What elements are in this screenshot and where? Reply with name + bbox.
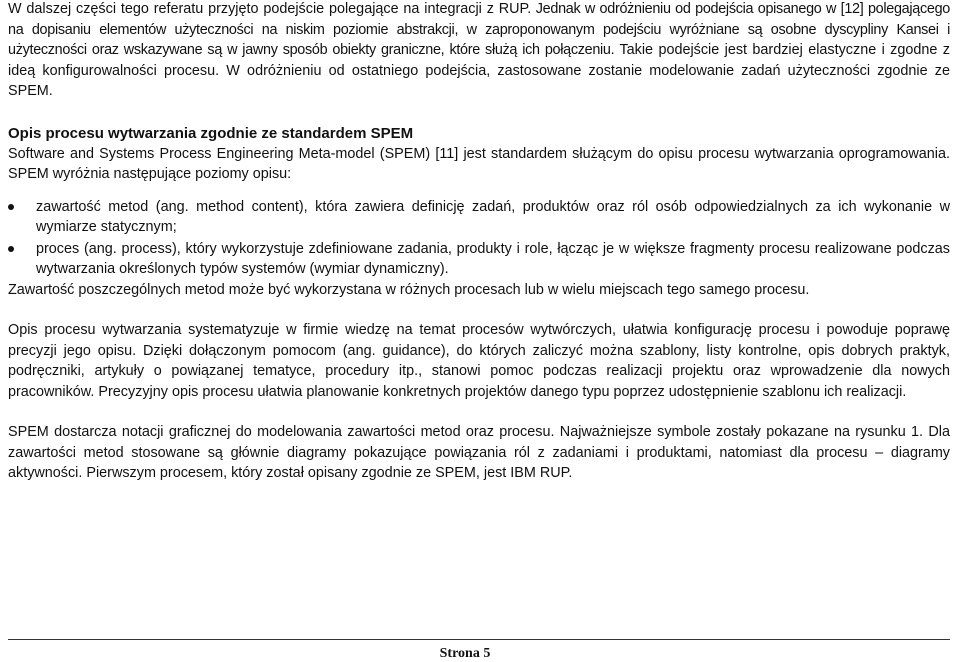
page-number: Strona 5 [439,646,491,661]
spem-notation-paragraph: SPEM dostarcza notacji graficznej do modelowania zawartości metod oraz procesu. Najważniejsze symbole zostały pokazane na rysunku 1. Dla zawartości metod stosowane są głównie diagramy pokazujące powiązania ról z zadaniami i produktami, natomiast dla procesu – diagramy aktywności. Pierwszym procesem, który został opisany zgodnie ze SPEM, jest IBM RUP. [8,424,950,481]
list-item-text: zawartość metod (ang. method content), która zawiera definicję zadań, produktów oraz ról osób odpowiedzialnych za ich wykonanie w wymiarze statycznym; [36,198,950,235]
process-description-paragraph: Opis procesu wytwarzania systematyzuje w firmie wiedzę na temat procesów wytwórczych, ułatwia konfigurację procesu i powoduje poprawę precyzji jego opisu. Dzięki dołączonym pomocom (ang. guidance), do których zaliczyć można szablony, listy kontrolne, opis dobrych praktyk, podręczniki, artykuły o powiązanej tematyce, procedury itp., stanowi pomoc podczas realizacji projektu oraz wprowadzenie dla nowych pracowników. Precyzyjny opis procesu ułatwia planowanie konkretnych projektów danego typu poprzez udostępnienie szablonu ich realizacji. [8,322,950,400]
intro-text-part3: Takie podejście jest bardziej elastyczne i zgodne z ideą konfigurowalności procesu. W odróżnieniu od ostatniego podejścia, zastosowane zostanie modelowanie zadań użyteczności zgodnie ze SPEM. [8,42,950,99]
list-item [8,239,950,280]
list-item [8,197,950,238]
bullet-icon [8,204,14,210]
intro-paragraph [8,0,950,102]
section-heading: Opis procesu wytwarzania zgodnie ze standardem SPEM [8,124,414,142]
intro-text-part1: W dalszej części tego referatu przyjęto podejście polegające na integracji z RUP. [8,1,532,17]
description-levels-list [8,197,950,280]
method-content-paragraph: Zawartość poszczególnych metod może być wykorzystana w różnych procesach lub w wielu miejscach tego samego procesu. [8,281,810,298]
spem-definition-paragraph: Software and Systems Process Engineering Meta-model (SPEM) [11] jest standardem służącym do opisu procesu wytwarzania oprogramowania. SPEM wyróżnia następujące poziomy opisu: [8,145,950,182]
bullet-icon [8,246,14,252]
intro-text-part2: Jednak w odróżnieniu od podejścia opisanego w [12] polegającego na dopisaniu elementów użyteczności na niskim poziomie abstrakcji, w zaproponowanym podejściu wyróżniane są osobne dyscypliny Kansei i użyteczności oraz wskazywane są w jawny sposób obiekty graniczne, które służą ich połączeniu. [8,1,950,58]
list-item-text: proces (ang. process), który wykorzystuje zdefiniowane zadania, produkty i role, łącząc je w większe fragmenty procesu realizowane podczas wytwarzania określonych typów systemów (wymiar dynamiczny). [36,240,950,277]
footer-divider [8,639,950,640]
document-page [8,0,950,484]
